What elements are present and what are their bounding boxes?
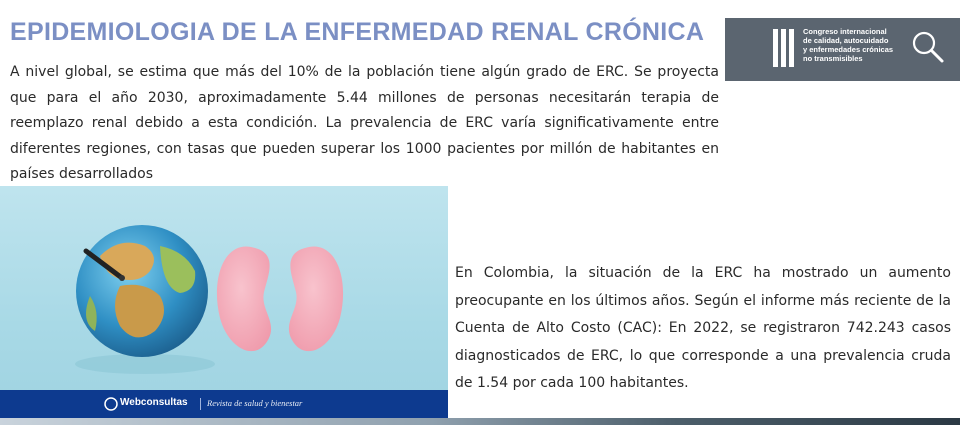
image-caption-bar [0, 390, 448, 418]
webconsultas-logo-icon [104, 397, 118, 411]
congress-name: Congreso internacional de calidad, autocuidado y enfermedades crónicas no transmisibles [803, 27, 894, 63]
global-epidemiology-paragraph: A nivel global, se estima que más del 10% de la población tiene algún grado de ERC. Se proyecta que para el año 2030, aproximadamente 5.44 millones de personas necesitarán terapia de reemplazo renal debido a esta condición. La prevalencia de ERC varía significativamente entre diferentes regiones, con tasas que pueden superar los 1000 pacientes por millón de habitantes en países desarrollados [10, 64, 719, 182]
image-brand: Webconsultas [120, 397, 188, 408]
search-icon[interactable] [911, 30, 945, 64]
congress-badge [725, 18, 960, 81]
caption-divider [200, 398, 201, 410]
globe-kidneys-image [0, 186, 448, 418]
colombia-epidemiology-paragraph: En Colombia, la situación de la ERC ha mostrado un aumento preocupante en los últimos años. Según el informe más reciente de la Cuenta de Alto Costo (CAC): En 2022, se registraron 742.243 casos diagnosticados de ERC, lo que corresponde a una prevalencia cruda de 1.54 por cada 100 habitantes. [455, 265, 951, 391]
image-tagline: Revista de salud y bienestar [207, 398, 303, 408]
slide-title: EPIDEMIOLOGIA DE LA ENFERMEDAD RENAL CRÓNICA [10, 18, 705, 46]
congress-logo-icon [773, 29, 795, 67]
bottom-edge [0, 418, 960, 425]
